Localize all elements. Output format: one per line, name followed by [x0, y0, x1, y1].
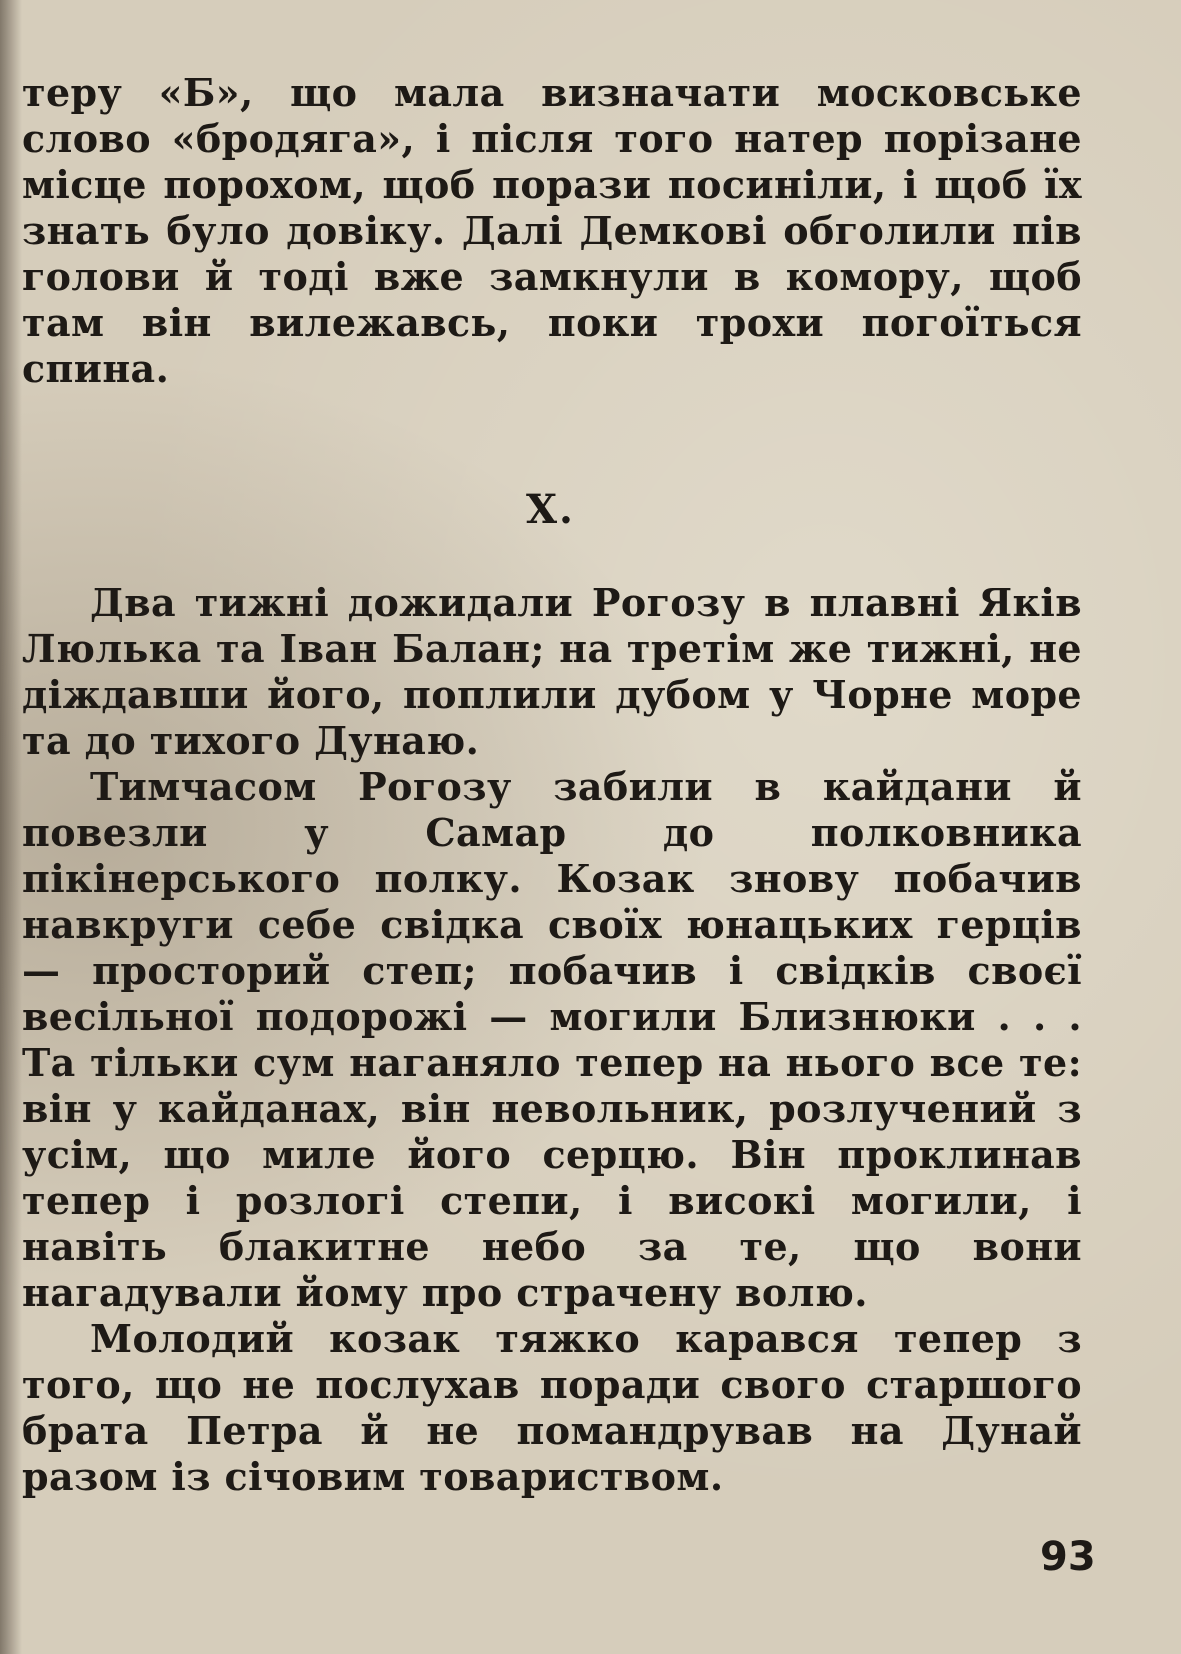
- page-gutter-shadow: [0, 0, 22, 1654]
- continuation-paragraph: теру «Б», що мала визначати московське слово «бродяга», і після того натер порізане місце порохом, щоб порази посиніли, і щоб їх знать було довіку. Далі Демкові обголили пів голови й тоді вже замкнули в комору, щоб там він вилежавсь, поки трохи погоїться спина.: [22, 70, 1082, 391]
- paragraph-2: Тимчасом Рогозу забили в кайдани й повезли у Самар до полковника пікінерського полку. Козак знову побачив навкруги себе свідка своїх юнацьких герців — просторий степ; побачив і свідків своєї весільної подорожі — могили Близнюки . . . Та тільки сум наганяло тепер на нього все те: він у кайданах, він невольник, розлучений з усім, що миле його серцю. Він проклинав тепер і розлогі степи, і високі могили, і навіть блакитне небо за те, що вони нагадували йому про страчену волю.: [22, 764, 1082, 1315]
- continuation-paragraph-block: [22, 70, 1082, 392]
- paragraph-1: Два тижні дожидали Рогозу в плавні Яків Люлька та Іван Балан; на третім же тижні, не діждавши його, поплили дубом у Чорне море та до тихого Дунаю.: [22, 580, 1082, 763]
- paragraph-3: Молодий козак тяжко карався тепер з того, що не послухав поради свого старшого брата Петра й не помандрував на Дунай разом із січовим товариством.: [22, 1316, 1082, 1499]
- chapter-heading: X.: [526, 486, 575, 533]
- page-number: 93: [1040, 1534, 1096, 1580]
- chapter-body: [22, 580, 1082, 1500]
